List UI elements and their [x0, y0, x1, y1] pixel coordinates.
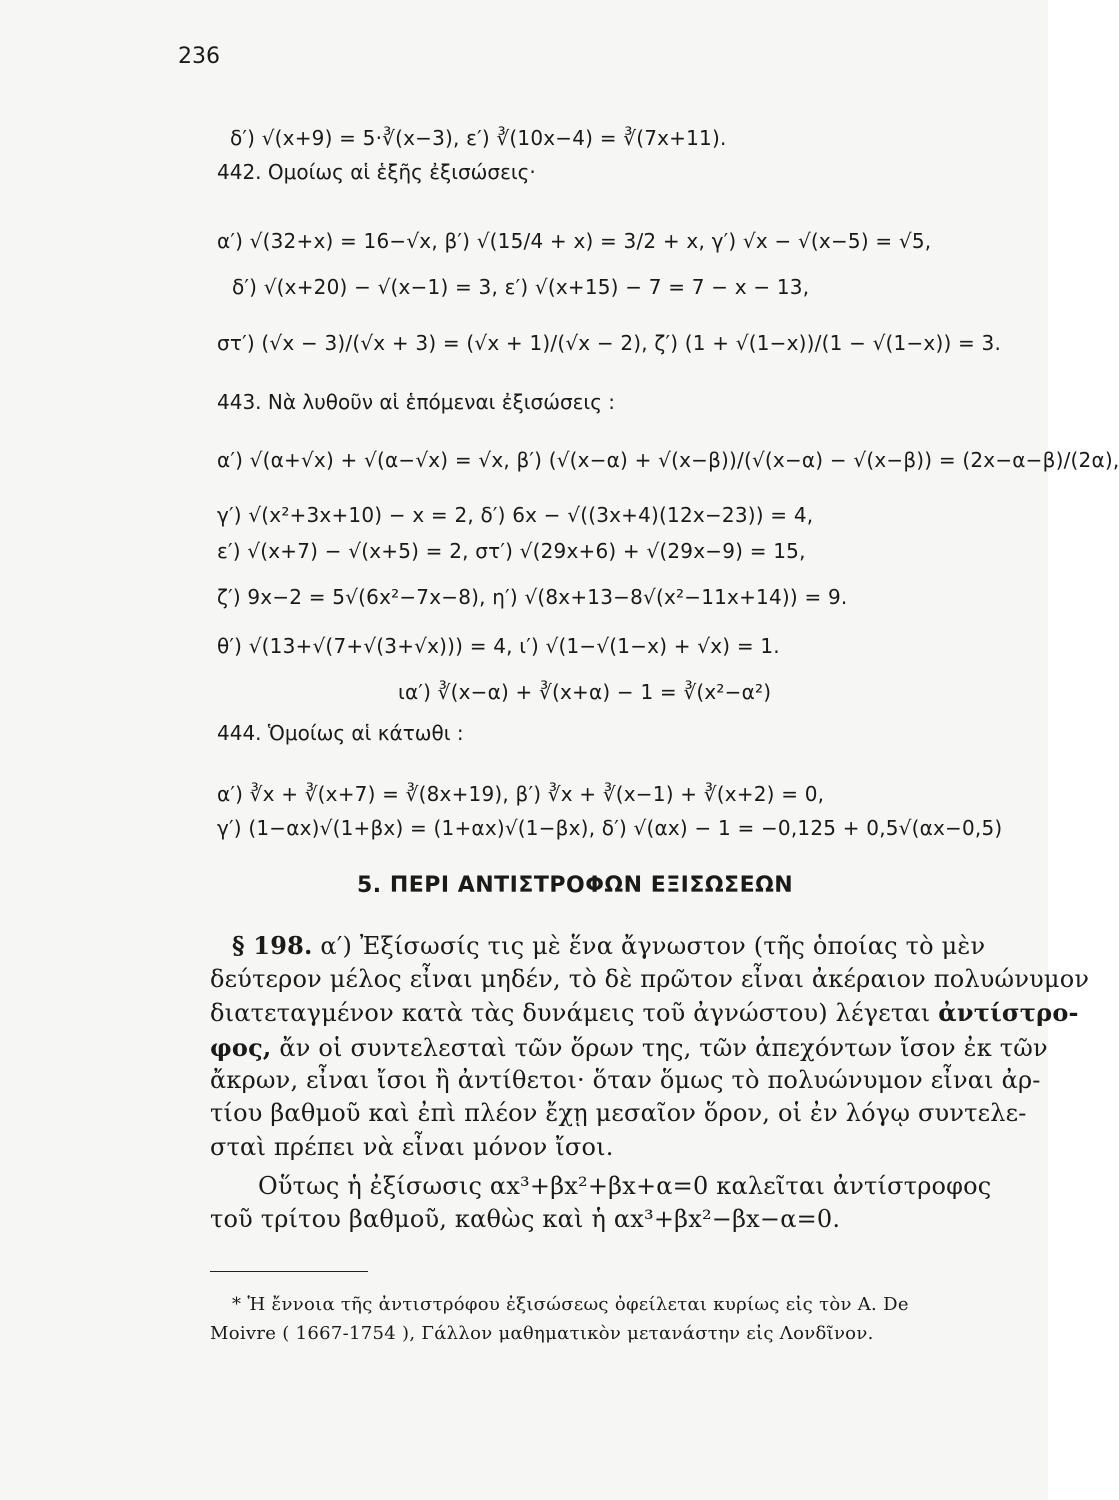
- exercise-443-line-3: ε′) √(x+7) − √(x+5) = 2, στ′) √(29x+6) + √(29x−9) = 15,: [217, 539, 806, 563]
- footnote-line-2: Moivre ( 1667-1754 ), Γάλλον μαθηματικὸν μετανάστην εἰς Λονδῖνον.: [210, 1323, 874, 1344]
- exercise-443-line-6: ια′) ∛(x−α) + ∛(x+α) − 1 = ∛(x²−α²): [398, 680, 772, 704]
- exercise-442-heading: 442. Ομοίως αἱ ἑξῆς ἐξισώσεις·: [217, 160, 536, 184]
- defined-term-part-2: φος,: [210, 1033, 272, 1062]
- footnote-line-1: * Ἡ ἔννοια τῆς ἀντιστρόφου ἐξισώσεως ὀφείλεται κυρίως εἰς τὸν Α. De: [232, 1294, 909, 1315]
- page-number: 236: [178, 44, 220, 69]
- exercise-442-line-3: στ′) (√x − 3)/(√x + 3) = (√x + 1)/(√x − 2), ζ′) (1 + √(1−x))/(1 − √(1−x)) = 3.: [217, 331, 1002, 355]
- paragraph-line-9: τοῦ τρίτου βαθμοῦ, καθὼς καὶ ἡ αx³+βx²−βx−α=0.: [210, 1205, 841, 1233]
- paragraph-line-2: δεύτερον μέλος εἶναι μηδέν, τὸ δὲ πρῶτον εἶναι ἀκέραιον πολυώνυμον: [210, 965, 1090, 993]
- exercise-444-line-1: α′) ∛x + ∛(x+7) = ∛(8x+19), β′) ∛x + ∛(x−1) + ∛(x+2) = 0,: [217, 782, 825, 806]
- paragraph-lead: § 198.: [232, 931, 313, 960]
- exercise-441-delta-epsilon: δ′) √(x+9) = 5·∛(x−3), ε′) ∛(10x−4) = ∛(7x+11).: [230, 126, 727, 150]
- exercise-442-line-2: δ′) √(x+20) − √(x−1) = 3, ε′) √(x+15) − 7 = 7 − x − 13,: [232, 275, 810, 299]
- exercise-444-heading: 444. Ὁμοίως αἱ κάτωθι :: [217, 721, 464, 745]
- section-title: 5. ΠΕΡΙ ΑΝΤΙΣΤΡΟΦΩΝ ΕΞΙΣΩΣΕΩΝ: [357, 873, 794, 898]
- exercise-443-line-4: ζ′) 9x−2 = 5√(6x²−7x−8), η′) √(8x+13−8√(x²−11x+14)) = 9.: [217, 585, 848, 609]
- exercise-444-line-2: γ′) (1−αx)√(1+βx) = (1+αx)√(1−βx), δ′) √(αx) − 1 = −0,125 + 0,5√(αx−0,5): [217, 816, 1003, 840]
- exercise-443-line-5: θ′) √(13+√(7+√(3+√x))) = 4, ι′) √(1−√(1−x) + √x) = 1.: [217, 634, 780, 658]
- paragraph-line-3: [210, 998, 1079, 1027]
- paragraph-line-4: [210, 1033, 1048, 1062]
- paragraph-line-6: τίου βαθμοῦ καὶ ἐπὶ πλέον ἔχῃ μεσαῖον ὅρον, οἱ ἐν λόγῳ συντελε-: [210, 1099, 1027, 1127]
- exercise-443-heading: 443. Νὰ λυθοῦν αἱ ἑπόμεναι ἐξισώσεις :: [217, 390, 616, 414]
- exercise-442-line-1: α′) √(32+x) = 16−√x, β′) √(15/4 + x) = 3/2 + x, γ′) √x − √(x−5) = √5,: [217, 229, 932, 253]
- paragraph-line-7: σταὶ πρέπει νὰ εἶναι μόνον ἴσοι.: [210, 1133, 614, 1161]
- paragraph-line-8: Οὕτως ἡ ἐξίσωσις αx³+βx²+βx+α=0 καλεῖται ἀντίστροφος: [258, 1172, 992, 1200]
- paragraph-line-5: ἄκρων, εἶναι ἴσοι ἢ ἀντίθετοι· ὅταν ὅμως τὸ πολυώνυμον εἶναι ἀρ-: [210, 1066, 1041, 1094]
- paragraph-line-4-text: ἄν οἱ συντελεσταὶ τῶν ὅρων της, τῶν ἀπεχόντων ἴσον ἐκ τῶν: [279, 1034, 1048, 1062]
- defined-term-part-1: ἀντίστρο-: [938, 998, 1079, 1027]
- paragraph-line-1-text: α′) Ἐξίσωσίς τις μὲ ἕνα ἄγνωστον (τῆς ὁποίας τὸ μὲν: [320, 932, 986, 960]
- footnote-rule: [210, 1271, 368, 1272]
- paragraph-line-3-text: διατεταγμένον κατὰ τὰς δυνάμεις τοῦ ἀγνώστου) λέγεται: [210, 999, 931, 1027]
- exercise-443-line-2: γ′) √(x²+3x+10) − x = 2, δ′) 6x − √((3x+4)(12x−23)) = 4,: [217, 503, 814, 527]
- exercise-443-line-1: α′) √(α+√x) + √(α−√x) = √x, β′) (√(x−α) + √(x−β))/(√(x−α) − √(x−β)) = (2x−α−β)/(2α),: [217, 448, 1119, 472]
- paragraph-line-1: [232, 931, 985, 960]
